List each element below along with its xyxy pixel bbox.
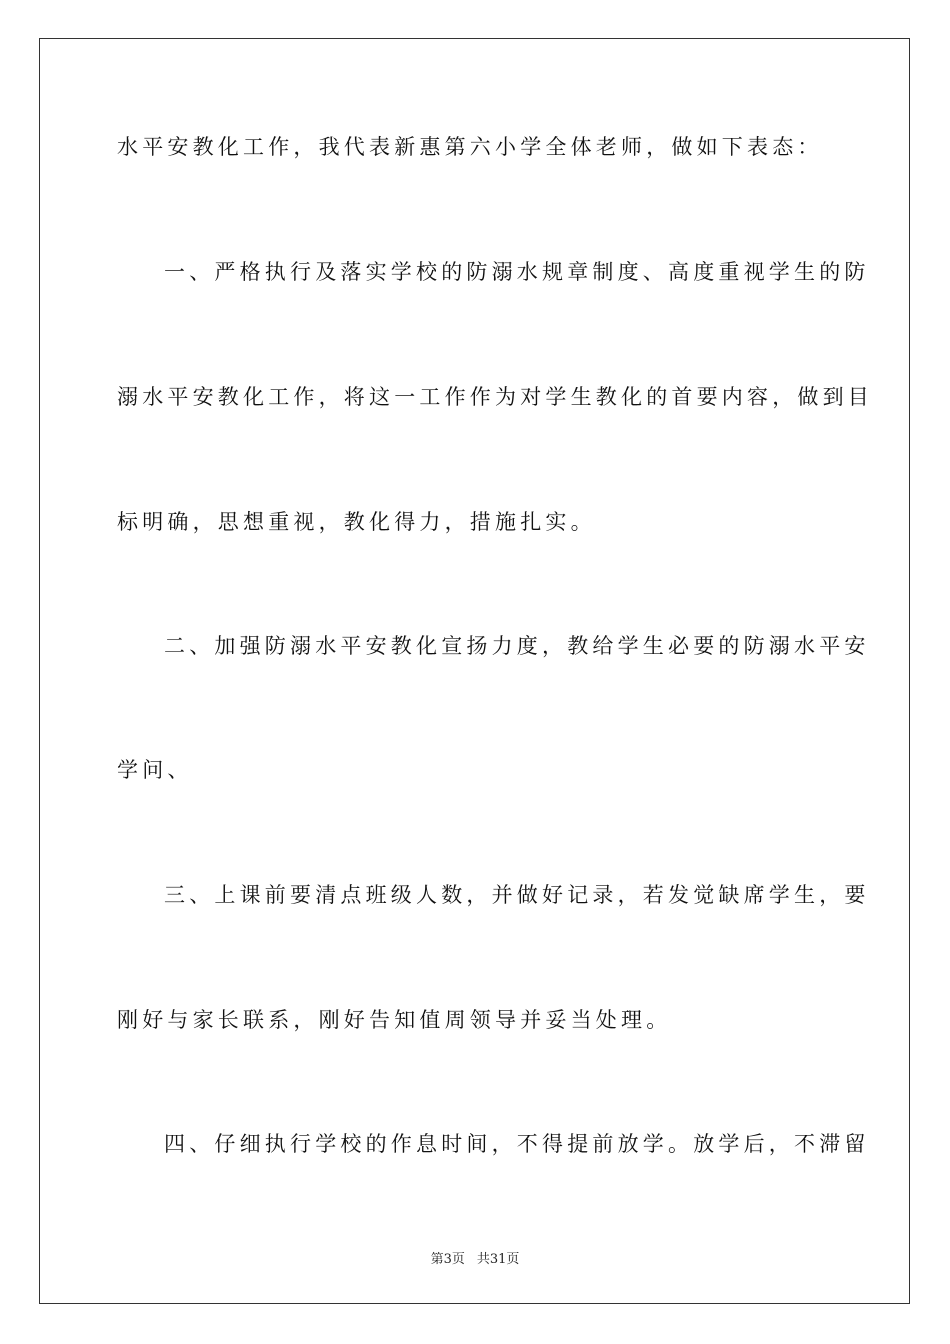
paragraph-line: 刚好与家长联系，刚好告知值周领导并妥当处理。 bbox=[117, 1008, 672, 1032]
page-footer bbox=[0, 1248, 950, 1267]
paragraph-line: 二、加强防溺水平安教化宣扬力度，教给学生必要的防溺水平安 bbox=[164, 634, 870, 658]
paragraph-line: 水平安教化工作，我代表新惠第六小学全体老师，做如下表态： bbox=[117, 135, 823, 159]
page-number: 第3页 bbox=[430, 1252, 465, 1267]
paragraph-line: 四、仔细执行学校的作息时间，不得提前放学。放学后，不滞留 bbox=[164, 1132, 870, 1156]
paragraph-line: 三、上课前要清点班级人数，并做好记录，若发觉缺席学生，要 bbox=[164, 883, 870, 907]
paragraph-line: 一、严格执行及落实学校的防溺水规章制度、高度重视学生的防 bbox=[164, 260, 870, 284]
paragraph-line: 学问、 bbox=[117, 758, 193, 782]
page-border bbox=[39, 38, 910, 1304]
page-count: 共31页 bbox=[476, 1252, 520, 1267]
paragraph-line: 标明确，思想重视，教化得力，措施扎实。 bbox=[117, 510, 596, 534]
paragraph-line: 溺水平安教化工作，将这一工作作为对学生教化的首要内容，做到目 bbox=[117, 385, 873, 409]
